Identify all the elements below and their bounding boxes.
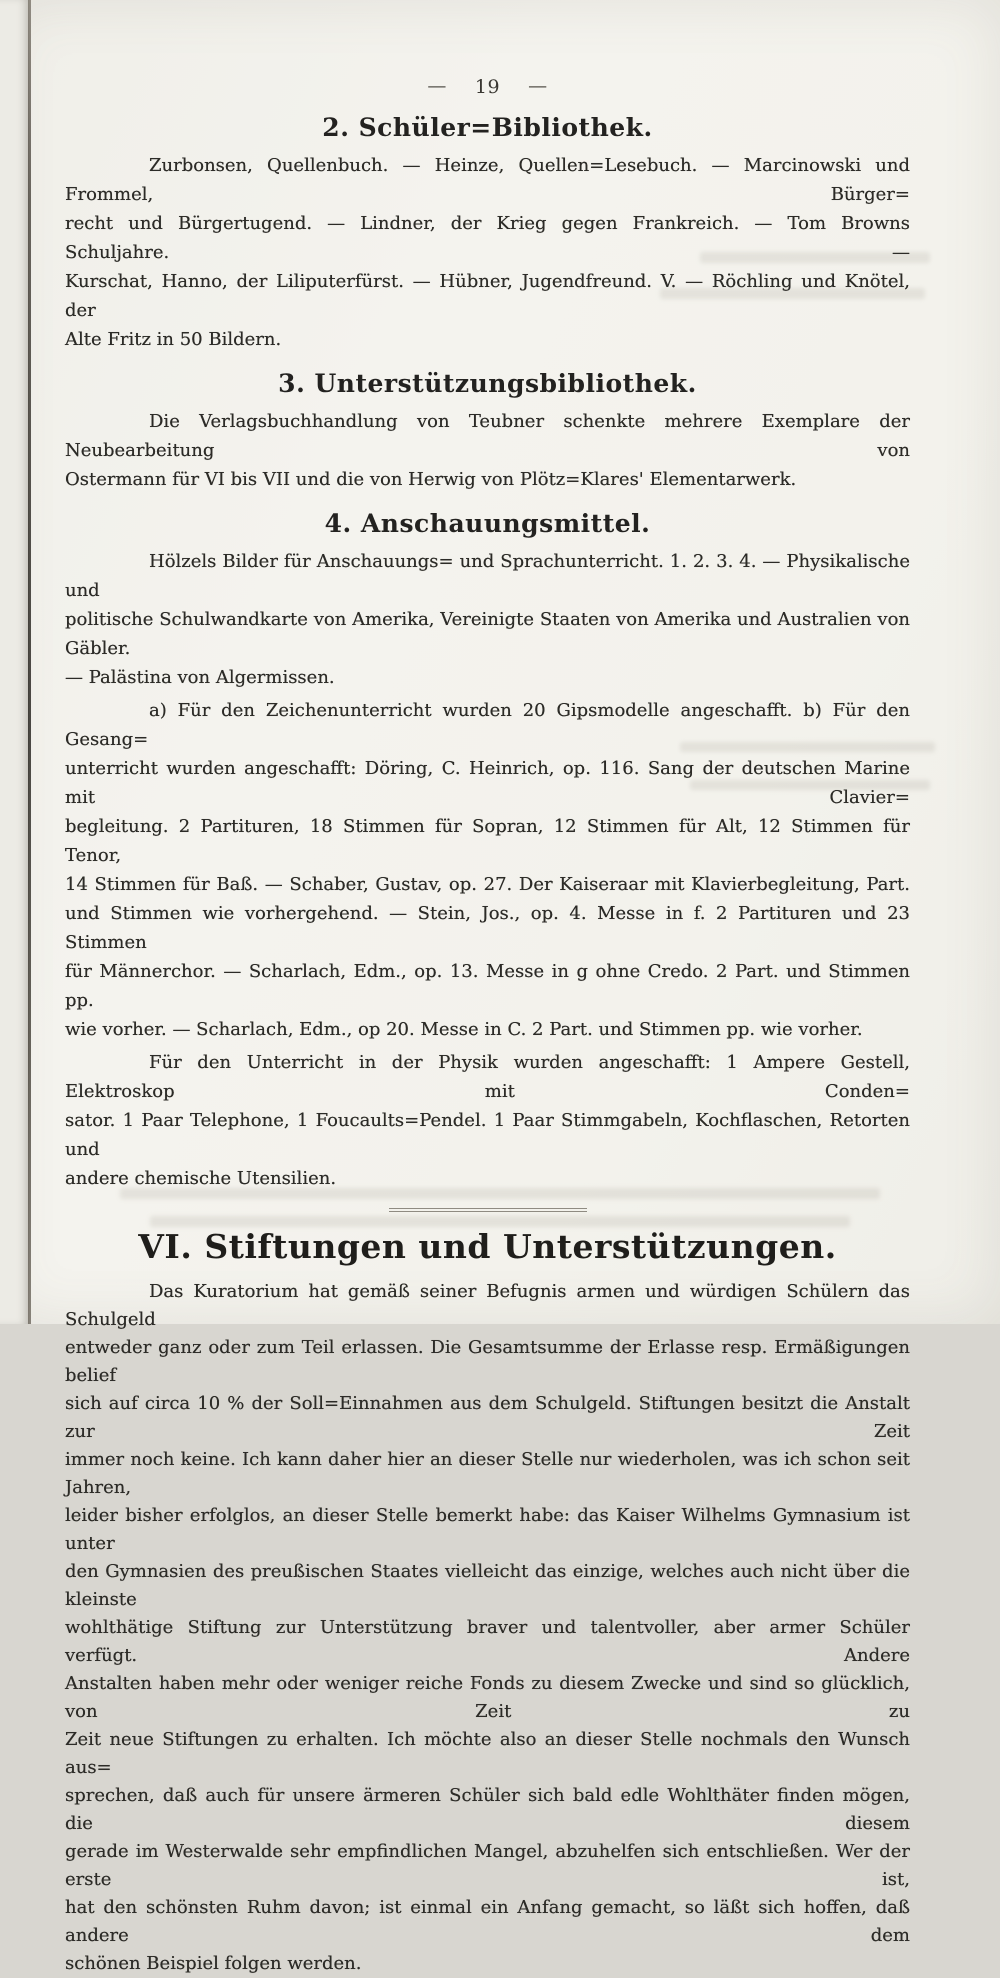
text-line: schönen Beispiel folgen werden. [65,1953,362,1974]
text-line: gerade im Westerwalde sehr empfindlichen Mangel, abzuhelfen sich entschließen. Wer der erste ist, [65,1841,910,1890]
text-line: andere chemische Utensilien. [65,1168,337,1189]
section-4-paragraph-2 [65,696,910,1044]
binding-fold-line [28,0,31,1324]
text-line: sich auf circa 10 % der Soll=Einnahmen aus dem Schulgeld. Stiftungen besitzt die Anstalt zur Zeit [65,1393,910,1442]
page-number-dash: — [427,75,447,97]
text-line: Zurbonsen, Quellenbuch. — Heinze, Quellen=Lesebuch. — Marcinowski und Frommel, Bürger= [65,155,910,205]
text-line: — Palästina von Algermissen. [65,667,335,688]
page-number-dash: — [528,75,548,97]
text-line: Ostermann für VI bis VII und die von Herwig von Plötz=Klares' Elementarwerk. [65,469,797,490]
section-2-heading: 2. Schüler=Bibliothek. [322,113,653,142]
text-line: Zeit neue Stiftungen zu erhalten. Ich möchte also an dieser Stelle nochmals den Wunsch aus= [65,1729,910,1778]
text-line: Kurschat, Hanno, der Liliputerfürst. — Hübner, Jugendfreund. V. — Röchling und Knötel, der [65,271,910,321]
text-line: begleitung. 2 Partituren, 18 Stimmen für Sopran, 12 Stimmen für Alt, 12 Stimmen für Tenor, [65,816,910,866]
text-line: politische Schulwandkarte von Amerika, Vereinigte Staaten von Amerika und Australien von Gäbler. [65,609,910,659]
text-line: entweder ganz oder zum Teil erlassen. Die Gesamtsumme der Erlasse resp. Ermäßigungen belief [65,1337,910,1386]
text-line: Die Verlagsbuchhandlung von Teubner schenkte mehrere Exemplare der Neubearbeitung von [65,411,910,461]
section-3-heading: 3. Unterstützungsbibliothek. [278,369,697,398]
text-line: wohlthätige Stiftung zur Unterstützung braver und talentvoller, aber armer Schüler verfügt. Andere [65,1617,910,1666]
text-line: 14 Stimmen für Baß. — Schaber, Gustav, op. 27. Der Kaiseraar mit Klavierbegleitung, Part. [65,874,910,895]
text-line: immer noch keine. Ich kann daher hier an dieser Stelle nur wiederholen, was ich schon seit Jahren, [65,1449,910,1498]
page-number [65,76,910,98]
section-6-paragraph [65,1278,910,1978]
text-line: leider bisher erfolglos, an dieser Stelle bemerkt habe: das Kaiser Wilhelms Gymnasium ist unter [65,1505,910,1554]
text-line: den Gymnasien des preußischen Staates vielleicht das einzige, welches auch nicht über die kleinste [65,1561,910,1610]
page-content [65,0,910,1978]
text-line: recht und Bürgertugend. — Lindner, der Krieg gegen Frankreich. — Tom Browns Schuljahre. — [65,213,910,263]
text-line: wie vorher. — Scharlach, Edm., op 20. Messe in C. 2 Part. und Stimmen pp. wie vorher. [65,1019,863,1040]
text-line: sator. 1 Paar Telephone, 1 Foucaults=Pendel. 1 Paar Stimmgabeln, Kochflaschen, Retorten und [65,1110,910,1160]
scan-page-edge [0,0,29,1324]
text-line: und Stimmen wie vorhergehend. — Stein, Jos., op. 4. Messe in f. 2 Partituren und 23 Stimmen [65,903,910,953]
section-2-paragraph [65,151,910,354]
text-line: Anstalten haben mehr oder weniger reiche Fonds zu diesem Zwecke und sind so glücklich, von Zeit zu [65,1673,910,1722]
text-line: Für den Unterricht in der Physik wurden angeschafft: 1 Ampere Gestell, Elektroskop mit Conden= [65,1052,910,1102]
text-line: hat den schönsten Ruhm davon; ist einmal ein Anfang gemacht, so läßt sich hoffen, daß andere dem [65,1897,910,1946]
page-number-value: 19 [474,76,501,98]
text-line: Hölzels Bilder für Anschauungs= und Sprachunterricht. 1. 2. 3. 4. — Physikalische und [65,551,910,601]
text-line: Das Kuratorium hat gemäß seiner Befugnis armen und würdigen Schülern das Schulgeld [65,1281,910,1330]
section-4-paragraph-3 [65,1048,910,1193]
section-4-paragraph-1 [65,547,910,692]
text-line: a) Für den Zeichenunterricht wurden 20 Gipsmodelle angeschafft. b) Für den Gesang= [65,700,910,750]
section-6-heading: VI. Stiftungen und Unterstützungen. [138,1227,837,1266]
section-4-heading: 4. Anschauungsmittel. [324,509,651,538]
text-line: für Männerchor. — Scharlach, Edm., op. 13. Messe in g ohne Credo. 2 Part. und Stimmen pp. [65,961,910,1011]
text-line: sprechen, daß auch für unsere ärmeren Schüler sich bald edle Wohlthäter finden mögen, die diesem [65,1785,910,1834]
text-line: unterricht wurden angeschafft: Döring, C. Heinrich, op. 116. Sang der deutschen Marine mit Clavier= [65,758,910,808]
section-3-paragraph [65,407,910,494]
text-line: Alte Fritz in 50 Bildern. [65,329,282,350]
section-divider [389,1208,587,1212]
